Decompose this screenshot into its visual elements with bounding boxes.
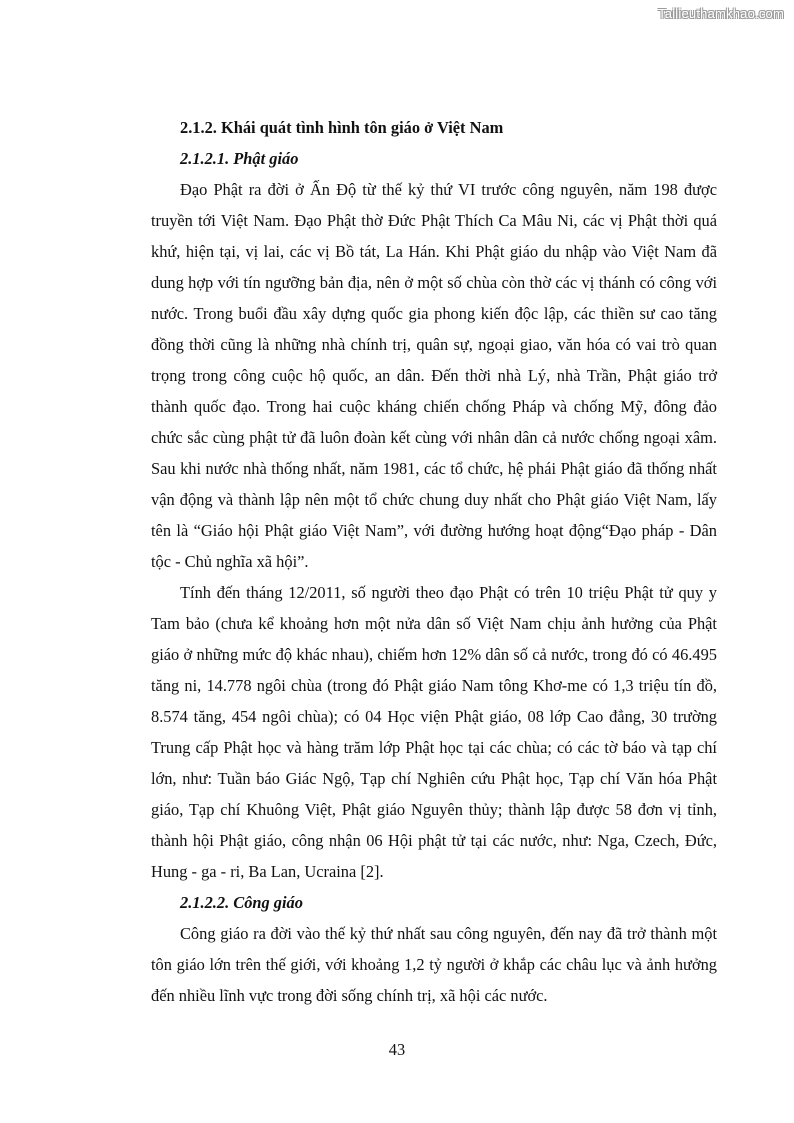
document-body <box>151 112 717 1011</box>
watermark: Tailieuthamkhao.com <box>658 6 784 21</box>
subsection-heading-buddhism: 2.1.2.1. Phật giáo <box>180 149 299 168</box>
paragraph-buddhism-statistics: Tính đến tháng 12/2011, số người theo đạo Phật có trên 10 triệu Phật tử quy y Tam bảo (chưa kể khoảng hơn một nửa dân số Việt Nam chịu ảnh hưởng của Phật giáo ở những mức độ khác nhau), chiếm hơn 12% dân số cả nước, trong đó có 46.495 tăng ni, 14.778 ngôi chùa (trong đó Phật giáo Nam tông Khơ-me có 1,3 triệu tín đồ, 8.574 tăng, 454 ngôi chùa); có 04 Học viện Phật giáo, 08 lớp Cao đẳng, 30 trường Trung cấp Phật học và hàng trăm lớp Phật học tại các chùa; có các tờ báo và tạp chí lớn, như: Tuần báo Giác Ngộ, Tạp chí Nghiên cứu Phật học, Tạp chí Văn hóa Phật giáo, Tạp chí Khuông Việt, Phật giáo Nguyên thủy; thành lập được 58 đơn vị tỉnh, thành hội Phật giáo, công nhận 06 Hội phật tử tại các nước, như: Nga, Czech, Đức, Hung - ga - ri, Ba Lan, Ucraina [2]. <box>151 583 717 881</box>
paragraph-catholicism-intro: Công giáo ra đời vào thế kỷ thứ nhất sau công nguyên, đến nay đã trở thành một tôn giáo lớn trên thế giới, với khoảng 1,2 tỷ người ở khắp các châu lục và ảnh hưởng đến nhiều lĩnh vực trong đời sống chính trị, xã hội các nước. <box>151 924 717 1005</box>
page-number: 43 <box>388 1040 406 1059</box>
section-heading: 2.1.2. Khái quát tình hình tôn giáo ở Việt Nam <box>180 118 504 137</box>
subsection-heading-catholicism: 2.1.2.2. Công giáo <box>180 893 303 912</box>
paragraph-buddhism-history: Đạo Phật ra đời ở Ấn Độ từ thế kỷ thứ VI trước công nguyên, năm 198 được truyền tới Việt Nam. Đạo Phật thờ Đức Phật Thích Ca Mâu Ni, các vị Phật thời quá khứ, hiện tại, vị lai, các vị Bồ tát, La Hán. Khi Phật giáo du nhập vào Việt Nam đã dung hợp với tín ngưỡng bản địa, nên ở một số chùa còn thờ các vị thánh có công với nước. Trong buổi đầu xây dựng quốc gia phong kiến độc lập, các thiền sư cao tăng đồng thời cũng là những nhà chính trị, quân sự, ngoại giao, văn hóa có vai trò quan trọng trong công cuộc hộ quốc, an dân. Đến thời nhà Lý, nhà Trần, Phật giáo trở thành quốc đạo. Trong hai cuộc kháng chiến chống Pháp và chống Mỹ, đông đảo chức sắc cùng phật tử đã luôn đoàn kết cùng với nhân dân cả nước chống ngoại xâm. Sau khi nước nhà thống nhất, năm 1981, các tổ chức, hệ phái Phật giáo đã thống nhất vận động và thành lập nên một tổ chức chung duy nhất cho Phật giáo Việt Nam, lấy tên là “Giáo hội Phật giáo Việt Nam”, với đường hướng hoạt động“Đạo pháp - Dân tộc - Chủ nghĩa xã hội”. <box>151 180 717 571</box>
